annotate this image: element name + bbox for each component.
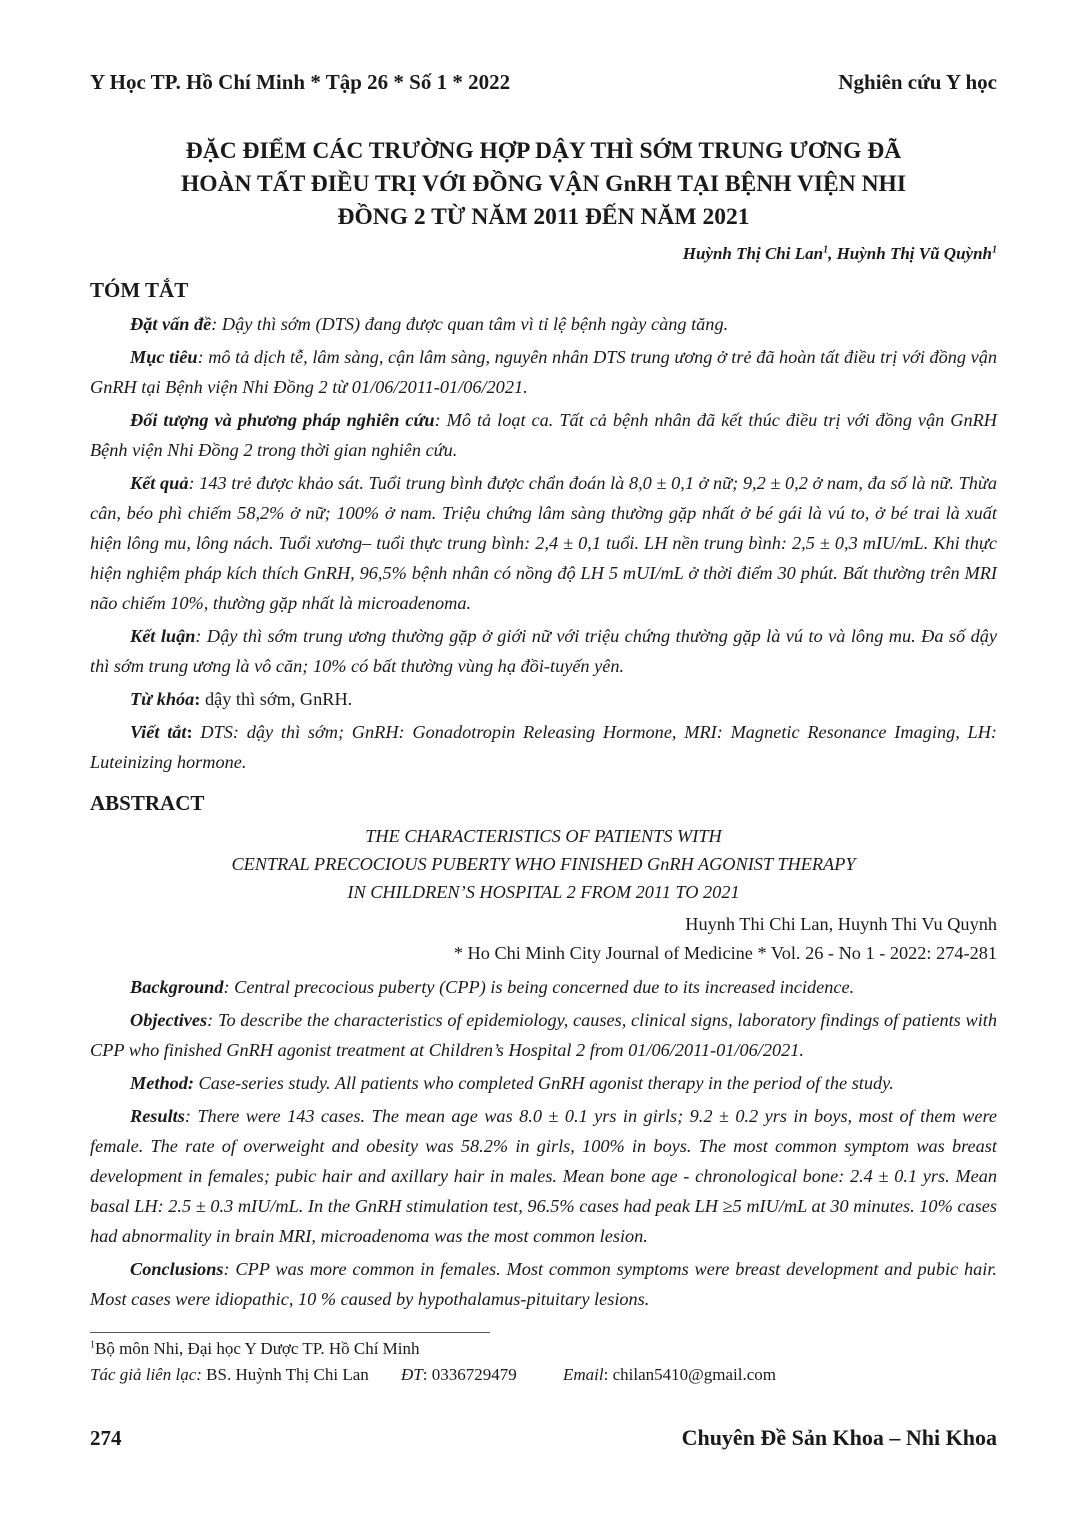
affiliation-mark: 1 [823, 244, 829, 256]
para-label: Đặt vấn đề [130, 314, 212, 334]
paragraph: Đặt vấn đề: Dậy thì sớm (DTS) đang được quan tâm vì tỉ lệ bệnh ngày càng tăng. [130, 314, 729, 334]
section-header: Nghiên cứu Y học [838, 70, 997, 94]
paragraph: Mục tiêu: mô tả dịch tễ, lâm sàng, cận lâm sàng, nguyên nhân DTS trung ương ở trẻ đã hoàn tất điều trị với đồng vận GnRH tại Bệnh viện Nhi Đồng 2 từ 01/06/2011-01/06/2021. [90, 347, 997, 397]
para-label: Kết luận [130, 626, 196, 646]
footnote-affiliation: $^1$Bộ môn Nhi, Đại học Y Dược TP. Hồ Chí Minh [90, 1339, 420, 1358]
email-link[interactable]: : chilan5410@gmail.com [603, 1365, 777, 1384]
abbreviations: Viết tắt: DTS: dậy thì sớm; GnRH: Gonadotropin Releasing Hormone, MRI: Magnetic Resonance Imaging, LH: Luteinizing hormone. [90, 722, 997, 772]
tomtat-body [90, 309, 997, 777]
tomtat-heading: TÓM TẮT [90, 278, 189, 302]
footnote-contact: Tác giả liên lạc: BS. Huỳnh Thị Chi Lan ĐT: 0336729479 Email: chilan5410@gmail.com [90, 1365, 777, 1384]
title-line: ĐẶC ĐIỂM CÁC TRƯỜNG HỢP DẬY THÌ SỚM TRUNG ƯƠNG ĐÃ [185, 138, 902, 164]
article-title [90, 135, 997, 234]
paragraph: Conclusions: CPP was more common in females. Most common symptoms were breast development and pubic hair. Most cases were idiopathic, 10 % caused by hypothalamus-pituitary lesions. [90, 1259, 997, 1309]
paragraph: Method: Case-series study. All patients who completed GnRH agonist therapy in the period of the study. [130, 1073, 894, 1093]
title-line: ĐỒNG 2 TỪ NĂM 2011 ĐẾN NĂM 2021 [337, 204, 750, 230]
paragraph: Background: Central precocious puberty (CPP) is being concerned due to its increased incidence. [130, 977, 855, 997]
author: Huỳnh Thị Chi Lan [682, 244, 824, 263]
para-label: Kết quả [130, 473, 189, 493]
authors [90, 244, 997, 264]
para-label: Từ khóa [130, 689, 195, 709]
page-footer [90, 1425, 997, 1451]
journal-header: Y Học TP. Hồ Chí Minh * Tập 26 * Số 1 * 2022 [90, 70, 511, 94]
paragraph: Objectives: To describe the characteristics of epidemiology, causes, clinical signs, laboratory findings of patients with CPP who finished GnRH agonist treatment at Children’s Hospital 2 from 01/06/2011-01/06/2021. [90, 1010, 997, 1060]
para-label: Mục tiêu [130, 347, 198, 367]
paragraph: Đối tượng và phương pháp nghiên cứu: Mô tả loạt ca. Tất cả bệnh nhân đã kết thúc điều trị với đồng vận GnRH Bệnh viện Nhi Đồng 2 trong thời gian nghiên cứu. [90, 410, 997, 460]
english-authors: Huynh Thi Chi Lan, Huynh Thi Vu Quynh [685, 914, 997, 934]
para-label: Đối tượng và phương pháp nghiên cứu [130, 410, 435, 430]
citation: * Ho Chi Minh City Journal of Medicine * Vol. 26 - No 1 - 2022: 274-281 [453, 943, 997, 963]
author: Huỳnh Thị Vũ Quỳnh [836, 244, 992, 263]
paragraph: Kết luận: Dậy thì sớm trung ương thường gặp ở giới nữ với triệu chứng thường gặp là vú to và lông mu. Đa số dậy thì sớm trung ương là vô căn; 10% có bất thường vùng hạ đồi-tuyến yên. [90, 626, 998, 676]
author-separator: , [828, 244, 837, 263]
keywords: Từ khóa: dậy thì sớm, GnRH. [130, 689, 353, 709]
running-header [90, 70, 997, 95]
english-title: THE CHARACTERISTICS OF PATIENTS WITH CENTRAL PRECOCIOUS PUBERTY WHO FINISHED GnRH AGONIST THERAPY IN CHILDREN’S HOSPITAL 2 FROM 2011 TO 2021 [231, 826, 856, 902]
abstract-heading: ABSTRACT [90, 791, 205, 815]
page-number: 274 [90, 1426, 122, 1450]
footnote-divider [90, 1332, 490, 1333]
title-line: HOÀN TẤT ĐIỀU TRỊ VỚI ĐỒNG VẬN GnRH TẠI BỆNH VIỆN NHI [181, 171, 906, 197]
paragraph: Results: There were 143 cases. The mean age was 8.0 ± 0.1 yrs in girls; 9.2 ± 0.2 yrs in boys, most of them were female. The rate of overweight and obesity was 58.2% in girls, 100% in boys. The most common symptom was breast development in females; pubic hair and axillary hair in males. Mean bone age - chronological bone: 2.4 ± 0.1 yrs. Mean basal LH: 2.5 ± 0.3 mIU/mL. In the GnRH stimulation test, 96.5% cases had peak LH ≥5 mIU/mL at 30 minutes. 10% cases had abnormality in brain MRI, microadenoma was the most common lesion. [90, 1106, 997, 1246]
footer-section: Chuyên Đề Sản Khoa – Nhi Khoa [681, 1425, 997, 1450]
para-label: Viết tắt [130, 722, 187, 742]
paragraph: Kết quả: 143 trẻ được khảo sát. Tuổi trung bình được chẩn đoán là 8,0 ± 0,1 ở nữ; 9,2 ± 0,2 ở nam, đa số là nữ. Thừa cân, béo phì chiếm 58,2% ở nữ; 100% ở nam. Triệu chứng lâm sàng thường gặp nhất ở bé gái là vú to, ở bé trai là xuất hiện lông mu, lông nách. Tuổi xương– tuổi thực trung bình: 2,4 ± 0,1 tuổi. LH nền trung bình: 2,5 ± 0,3 mIU/mL. Khi thực hiện nghiệm pháp kích thích GnRH, 96,5% bệnh nhân có nồng độ LH 5 mUI/mL ở thời điểm 30 phút. Bất thường trên MRI não chiếm 10%, thường gặp nhất là microadenoma. [90, 473, 998, 613]
affiliation-mark: 1 [992, 244, 997, 256]
abstract-body [90, 972, 997, 1314]
